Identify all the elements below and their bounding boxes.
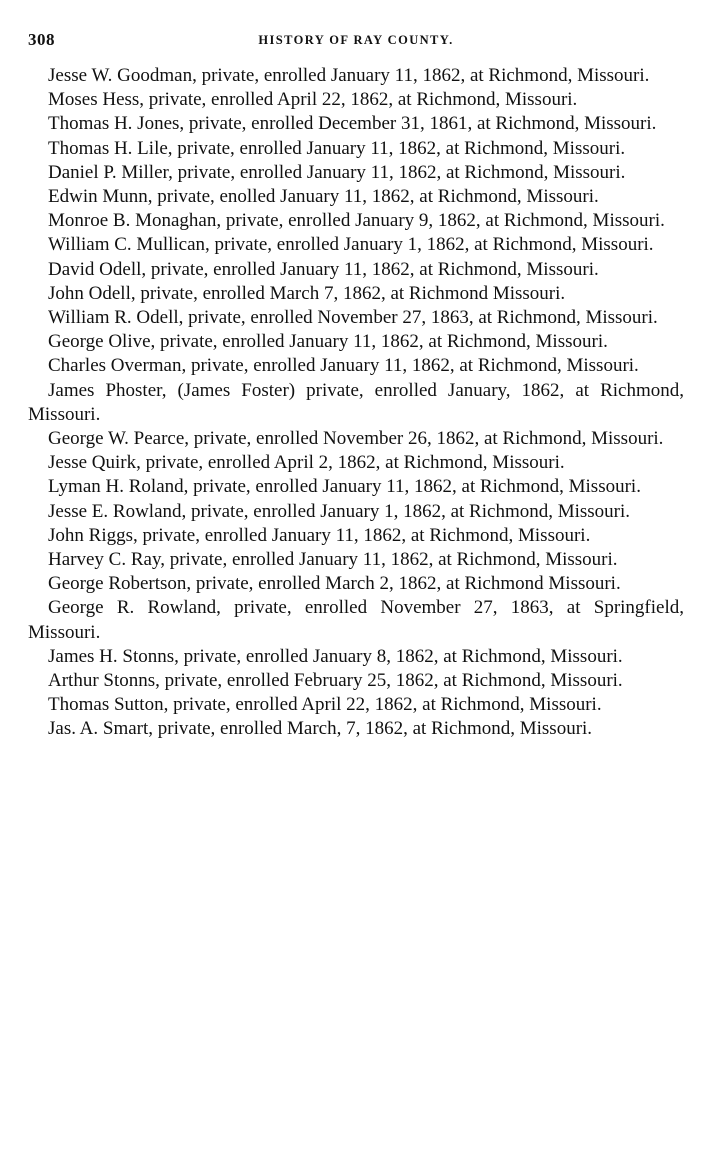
enrollment-list [28, 64, 684, 742]
list-item: Monroe B. Monaghan, private, enrolled January 9, 1862, at Richmond, Missouri. [48, 210, 665, 232]
list-item: William C. Mullican, private, enrolled January 1, 1862, at Richmond, Missouri. [48, 234, 654, 256]
list-item: Jesse Quirk, private, enrolled April 2, 1862, at Richmond, Missouri. [48, 452, 565, 474]
list-item: Lyman H. Roland, private, enrolled January 11, 1862, at Richmond, Missouri. [48, 476, 641, 498]
list-item: David Odell, private, enrolled January 11, 1862, at Richmond, Missouri. [48, 258, 599, 280]
list-item: George R. Rowland, private, enrolled November 27, 1863, at Springfield, Missouri. [28, 597, 684, 643]
list-item: James Phoster, (James Foster) private, enrolled January, 1862, at Richmond, Missouri. [28, 379, 684, 425]
list-item: John Riggs, private, enrolled January 11, 1862, at Richmond, Missouri. [48, 524, 591, 546]
list-item: George W. Pearce, private, enrolled November 26, 1862, at Richmond, Missouri. [48, 428, 664, 450]
list-item: George Robertson, private, enrolled March 2, 1862, at Richmond Missouri. [48, 573, 621, 595]
list-item: Jesse E. Rowland, private, enrolled January 1, 1862, at Richmond, Missouri. [48, 500, 631, 522]
list-item: John Odell, private, enrolled March 7, 1862, at Richmond Missouri. [48, 282, 566, 304]
list-item: William R. Odell, private, enrolled November 27, 1863, at Richmond, Missouri. [48, 307, 658, 329]
page-header [28, 30, 684, 52]
list-item: Thomas H. Jones, private, enrolled December 31, 1861, at Richmond, Missouri. [48, 113, 657, 135]
list-item: Jas. A. Smart, private, enrolled March, 7, 1862, at Richmond, Missouri. [48, 718, 593, 740]
list-item: George Olive, private, enrolled January 11, 1862, at Richmond, Missouri. [48, 331, 608, 353]
list-item: Charles Overman, private, enrolled January 11, 1862, at Richmond, Missouri. [48, 355, 639, 377]
page-number: 308 [28, 30, 55, 49]
list-item: Thomas H. Lile, private, enrolled January 11, 1862, at Richmond, Missouri. [48, 137, 626, 159]
list-item: Jesse W. Goodman, private, enrolled January 11, 1862, at Richmond, Missouri. [48, 65, 650, 86]
list-item: Arthur Stonns, private, enrolled February 25, 1862, at Richmond, Missouri. [48, 670, 623, 692]
list-item: Harvey C. Ray, private, enrolled January 11, 1862, at Richmond, Missouri. [48, 549, 618, 571]
list-item: Moses Hess, private, enrolled April 22, 1862, at Richmond, Missouri. [48, 89, 578, 111]
list-item: Edwin Munn, private, enolled January 11, 1862, at Richmond, Missouri. [48, 186, 599, 208]
list-item: Daniel P. Miller, private, enrolled January 11, 1862, at Richmond, Missouri. [48, 161, 626, 183]
book-page [28, 30, 684, 742]
list-item: James H. Stonns, private, enrolled January 8, 1862, at Richmond, Missouri. [48, 645, 623, 667]
list-item: Thomas Sutton, private, enrolled April 22, 1862, at Richmond, Missouri. [48, 694, 602, 716]
running-title: HISTORY OF RAY COUNTY. [258, 33, 454, 47]
